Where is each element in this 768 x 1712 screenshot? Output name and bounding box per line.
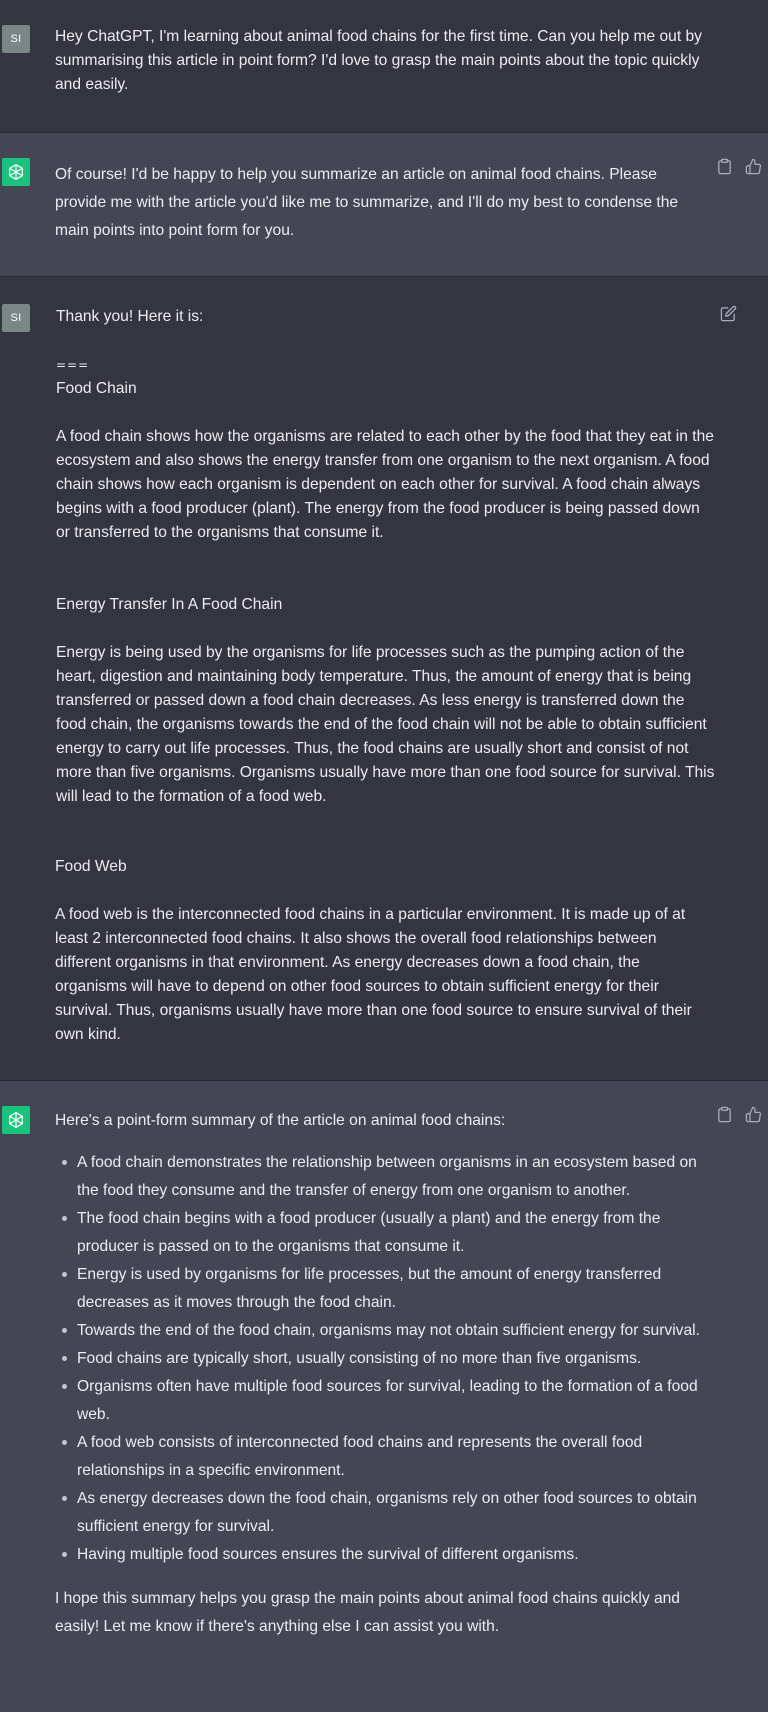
article-paragraph-1: A food chain shows how the organisms are related to each other by the food that they eat in the ecosystem and also shows the energy transfer from one organism to the next organism. A food chain shows how each organism is dependent on each other for survival. A food chain always begins with a food producer (plant). The energy from the food producer is being passed down or transferred to the organisms that consume it.	[56, 428, 714, 541]
message-actions	[720, 305, 737, 322]
assistant-message-1	[0, 133, 768, 277]
list-item: Food chains are typically short, usually consisting of no more than five organisms.	[55, 1345, 720, 1373]
list-item: A food web consists of interconnected food chains and represents the overall food relationships in a specific environment.	[55, 1429, 720, 1485]
chatgpt-avatar	[2, 158, 30, 186]
article-heading-food-web: Food Web	[55, 858, 127, 875]
article-heading-energy-transfer: Energy Transfer In A Food Chain	[56, 596, 283, 613]
message-text: Hey ChatGPT, I'm learning about animal food chains for the first time. Can you help me out by summarising this article in point form? I'd love to grasp the main points about the topic quickly and easily.	[55, 28, 702, 93]
article-paragraph-3: A food web is the interconnected food chains in a particular environment. It is made up of at least 2 interconnected food chains. It also shows the overall food relationships between different organisms in that environment. As energy decreases down a food chain, the organisms will have to depend on other food sources to obtain sufficient energy for their survival. Thus, organisms usually have more than one food source to ensure survival of their own kind.	[55, 906, 692, 1043]
chatgpt-avatar	[2, 1106, 30, 1134]
list-item: Energy is used by organisms for life processes, but the amount of energy transferred decreases as it moves through the food chain.	[55, 1261, 720, 1317]
user-avatar	[2, 25, 30, 53]
user-message-2	[0, 277, 768, 1081]
list-item: The food chain begins with a food producer (usually a plant) and the energy from the producer is passed on to the organisms that consume it.	[55, 1205, 720, 1261]
list-item: Organisms often have multiple food sources for survival, leading to the formation of a food web.	[55, 1373, 720, 1429]
thumbs-up-icon[interactable]	[745, 1106, 762, 1123]
openai-logo-icon	[6, 162, 26, 182]
message-content	[55, 25, 705, 97]
message-intro: Thank you! Here it is:	[56, 308, 204, 325]
article-heading-food-chain: Food Chain	[56, 380, 137, 397]
article-separator: ===	[56, 358, 90, 372]
user-message-1	[0, 0, 768, 133]
article-paragraph-2: Energy is being used by the organisms for life processes such as the pumping action of the heart, digestion and maintaining body temperature. Thus, the amount of energy that is being transferred or passed down a food chain decreases. As less energy is transferred down the food chain, the organisms towards the end of the food chain will not be able to obtain sufficient energy to carry out life processes. Thus, the food chains are usually short and consist of not more than five organisms. Organisms usually have more than one food source for survival. This will lead to the formation of a food web.	[56, 644, 715, 805]
message-text: Of course! I'd be happy to help you summarize an article on animal food chains. Please provide me with the article you'd like me to summarize, and I'll do my best to condense the main points into point form for you.	[55, 166, 679, 239]
user-avatar-initials: SI	[10, 312, 22, 324]
user-avatar-initials: SI	[10, 33, 22, 45]
clipboard-icon[interactable]	[716, 158, 733, 175]
edit-icon[interactable]	[720, 305, 737, 322]
list-item: Having multiple food sources ensures the survival of different organisms.	[55, 1541, 720, 1569]
user-avatar	[2, 304, 30, 332]
list-item: Towards the end of the food chain, organisms may not obtain sufficient energy for survival.	[55, 1317, 720, 1345]
summary-intro: Here's a point-form summary of the article on animal food chains:	[55, 1112, 506, 1129]
message-content	[55, 161, 705, 245]
message-actions	[716, 158, 762, 175]
summary-outro: I hope this summary helps you grasp the main points about animal food chains quickly and easily! Let me know if there's anything else I can assist you with.	[55, 1590, 680, 1635]
thumbs-up-icon[interactable]	[745, 158, 762, 175]
message-actions	[716, 1106, 762, 1123]
openai-logo-icon	[6, 1110, 26, 1130]
message-content	[55, 1107, 720, 1641]
list-item: As energy decreases down the food chain, organisms rely on other food sources to obtain sufficient energy for survival.	[55, 1485, 720, 1541]
summary-list	[55, 1149, 720, 1569]
assistant-message-2	[0, 1081, 768, 1712]
list-item: A food chain demonstrates the relationship between organisms in an ecosystem based on the food they consume and the transfer of energy from one organism to another.	[55, 1149, 720, 1205]
